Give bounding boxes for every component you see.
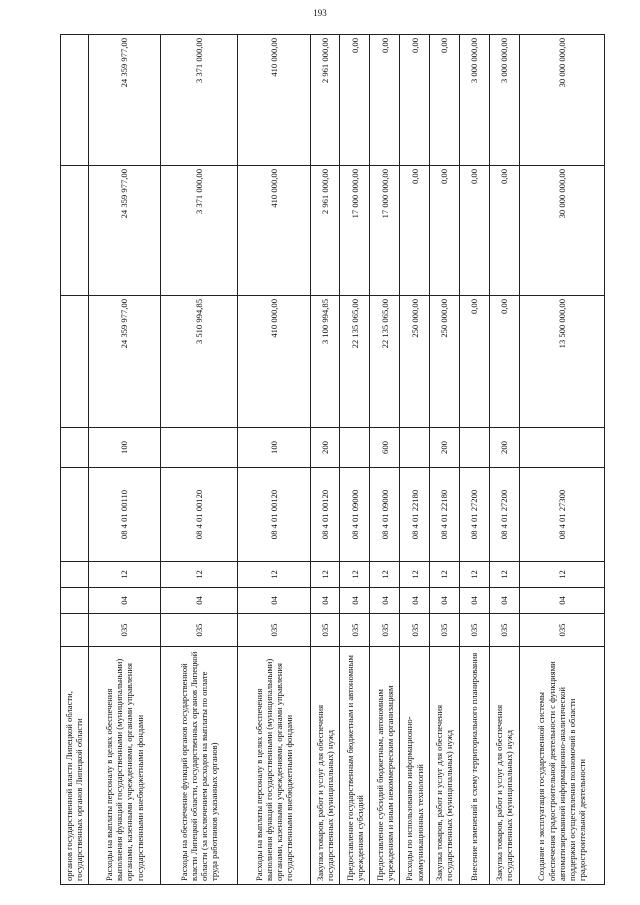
cell-expense-type: 600 <box>370 428 400 468</box>
cell-code: 035 <box>340 614 370 647</box>
cell-sum-year2: 0,00 <box>459 166 489 296</box>
cell-code <box>61 614 89 647</box>
cell-subsection: 12 <box>310 562 340 588</box>
cell-name: Внесение изменений в схему территориального планирования <box>459 647 489 885</box>
cell-name: Закупка товаров, работ и услуг для обеспечения государственных (муниципальных) нужд <box>489 647 519 885</box>
cell-sum-year1: 410 000,00 <box>238 296 311 428</box>
cell-sum-year2: 0,00 <box>430 166 460 296</box>
cell-sum-year3: 3 000 000,00 <box>459 35 489 166</box>
budget-table <box>60 34 605 885</box>
cell-name: Расходы на выплаты персоналу в целях обеспечения выполнения функций государственными (муниципальными) органами, казенными учреждениями, органами управления государственными внебюджетными фондами <box>88 647 161 885</box>
cell-target-article <box>61 468 89 562</box>
cell-section <box>61 588 89 614</box>
cell-sum-year3: 2 961 000,00 <box>310 35 340 166</box>
cell-target-article: 08 4 01 09000 <box>370 468 400 562</box>
cell-code: 035 <box>161 614 238 647</box>
cell-target-article: 08 4 01 27200 <box>489 468 519 562</box>
cell-sum-year3: 410 000,00 <box>238 35 311 166</box>
cell-sum-year3: 0,00 <box>430 35 460 166</box>
cell-sum-year1: 22 135 065,00 <box>370 296 400 428</box>
cell-sum-year1: 250 000,00 <box>430 296 460 428</box>
cell-expense-type <box>519 428 604 468</box>
cell-target-article: 08 4 01 22180 <box>400 468 430 562</box>
cell-section: 04 <box>310 588 340 614</box>
table-row <box>161 35 238 885</box>
cell-code: 035 <box>310 614 340 647</box>
cell-subsection: 12 <box>519 562 604 588</box>
cell-sum-year1: 3 100 994,85 <box>310 296 340 428</box>
cell-section: 04 <box>489 588 519 614</box>
cell-sum-year2: 24 359 977,00 <box>88 166 161 296</box>
rotated-table-wrapper <box>60 35 605 885</box>
cell-name: Предоставление субсидий бюджетным, автономным учреждениям и иным некоммерческим организациям <box>370 647 400 885</box>
cell-name: Закупка товаров, работ и услуг для обеспечения государственных (муниципальных) нужд <box>430 647 460 885</box>
cell-section: 04 <box>88 588 161 614</box>
cell-sum-year2: 30 000 000,00 <box>519 166 604 296</box>
cell-sum-year3: 24 359 977,00 <box>88 35 161 166</box>
cell-sum-year3: 0,00 <box>340 35 370 166</box>
table-row <box>61 35 89 885</box>
cell-subsection: 12 <box>430 562 460 588</box>
cell-sum-year1: 0,00 <box>459 296 489 428</box>
cell-sum-year3: 3 000 000,00 <box>489 35 519 166</box>
cell-sum-year1: 13 500 000,00 <box>519 296 604 428</box>
cell-sum-year1: 22 135 065,00 <box>340 296 370 428</box>
cell-subsection: 12 <box>459 562 489 588</box>
table-row <box>519 35 604 885</box>
cell-subsection: 12 <box>238 562 311 588</box>
cell-sum-year2: 0,00 <box>400 166 430 296</box>
cell-sum-year2 <box>61 166 89 296</box>
table-row <box>430 35 460 885</box>
cell-subsection: 12 <box>88 562 161 588</box>
cell-sum-year2: 410 000,00 <box>238 166 311 296</box>
cell-subsection: 12 <box>489 562 519 588</box>
cell-code: 035 <box>430 614 460 647</box>
cell-expense-type <box>400 428 430 468</box>
table-row <box>370 35 400 885</box>
cell-sum-year2: 17 000 000,00 <box>370 166 400 296</box>
cell-target-article: 08 4 01 09000 <box>340 468 370 562</box>
cell-section: 04 <box>370 588 400 614</box>
cell-expense-type <box>340 428 370 468</box>
cell-code: 035 <box>400 614 430 647</box>
cell-name: Расходы на обеспечение функций органов государственной власти Липецкой области, государственных органов Липецкой области (за исключением расходов на выплаты по оплате труда работников указанных органов) <box>161 647 238 885</box>
cell-name: Расходы по использованию информационно-коммуникационных технологий <box>400 647 430 885</box>
cell-sum-year1: 24 359 977,00 <box>88 296 161 428</box>
cell-code: 035 <box>459 614 489 647</box>
cell-name: Расходы на выплаты персоналу в целях обеспечения выполнения функций государственными (муниципальными) органами, казенными учреждениями, органами управления государственными внебюджетными фондами <box>238 647 311 885</box>
cell-sum-year1: 0,00 <box>489 296 519 428</box>
cell-name: Создание и эксплуатация государственной системы обеспечения градостроительной деятельности с функциями автоматизированной информационно-аналитической поддержки осуществления полномочий в области градостроительной деятельности <box>519 647 604 885</box>
cell-code: 035 <box>88 614 161 647</box>
cell-section: 04 <box>430 588 460 614</box>
table-row <box>310 35 340 885</box>
cell-sum-year3 <box>61 35 89 166</box>
table-row <box>340 35 370 885</box>
cell-sum-year1: 250 000,00 <box>400 296 430 428</box>
cell-section: 04 <box>161 588 238 614</box>
table-row <box>238 35 311 885</box>
cell-target-article: 08 4 01 00120 <box>161 468 238 562</box>
cell-sum-year1 <box>61 296 89 428</box>
cell-code: 035 <box>238 614 311 647</box>
cell-sum-year3: 0,00 <box>370 35 400 166</box>
cell-sum-year3: 0,00 <box>400 35 430 166</box>
cell-section: 04 <box>340 588 370 614</box>
table-body <box>61 35 605 885</box>
cell-target-article: 08 4 01 00110 <box>88 468 161 562</box>
cell-subsection: 12 <box>340 562 370 588</box>
cell-target-article: 08 4 01 00120 <box>310 468 340 562</box>
table-row <box>400 35 430 885</box>
cell-section: 04 <box>459 588 489 614</box>
cell-expense-type: 100 <box>238 428 311 468</box>
table-row <box>88 35 161 885</box>
cell-target-article: 08 4 01 27200 <box>459 468 489 562</box>
cell-target-article: 08 4 01 27300 <box>519 468 604 562</box>
cell-section: 04 <box>519 588 604 614</box>
cell-code: 035 <box>489 614 519 647</box>
cell-sum-year3: 3 371 000,00 <box>161 35 238 166</box>
cell-name: органов государственной власти Липецкой области, государственных органов Липецкой области <box>61 647 89 885</box>
cell-expense-type <box>459 428 489 468</box>
cell-name: Предоставление государственным бюджетным и автономным учреждениям субсидий <box>340 647 370 885</box>
cell-target-article: 08 4 01 00120 <box>238 468 311 562</box>
cell-expense-type: 200 <box>489 428 519 468</box>
cell-expense-type: 200 <box>310 428 340 468</box>
cell-sum-year2: 17 000 000,00 <box>340 166 370 296</box>
cell-sum-year3: 30 000 000,00 <box>519 35 604 166</box>
cell-sum-year1: 3 510 994,85 <box>161 296 238 428</box>
cell-sum-year2: 3 371 000,00 <box>161 166 238 296</box>
cell-expense-type: 200 <box>430 428 460 468</box>
cell-code: 035 <box>519 614 604 647</box>
cell-name: Закупка товаров, работ и услуг для обеспечения государственных (муниципальных) нужд <box>310 647 340 885</box>
cell-section: 04 <box>238 588 311 614</box>
cell-expense-type <box>61 428 89 468</box>
cell-target-article: 08 4 01 22180 <box>430 468 460 562</box>
cell-subsection: 12 <box>370 562 400 588</box>
cell-code: 035 <box>370 614 400 647</box>
cell-subsection: 12 <box>161 562 238 588</box>
table-row <box>459 35 489 885</box>
cell-section: 04 <box>400 588 430 614</box>
cell-subsection <box>61 562 89 588</box>
table-row <box>489 35 519 885</box>
page-number: 193 <box>313 8 327 18</box>
cell-subsection: 12 <box>400 562 430 588</box>
cell-expense-type: 100 <box>88 428 161 468</box>
cell-sum-year2: 2 961 000,00 <box>310 166 340 296</box>
cell-sum-year2: 0,00 <box>489 166 519 296</box>
cell-expense-type <box>161 428 238 468</box>
